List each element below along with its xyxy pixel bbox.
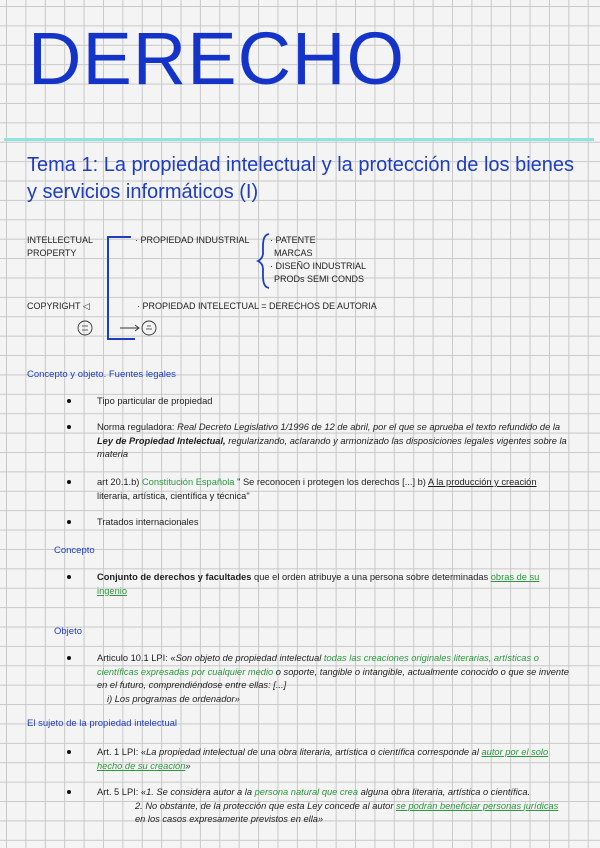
item-norma-reguladora: Norma reguladora: Real Decreto Legislativo 1/1996 de 12 de abril, por el que se aprueba el texto refundido de la Ley de Propiedad Intelectual, regularizando, aclarando y armonizado las disposiciones legales vigentes sobre la materia xyxy=(97,422,567,459)
diagram-bracket-top xyxy=(107,236,131,238)
section-concepto-objeto: Concepto y objeto. Fuentes legales xyxy=(27,369,176,380)
diagram-label-property: PROPERTY xyxy=(27,248,77,258)
diagram-bracket-bottom xyxy=(107,338,135,340)
bullet xyxy=(67,520,71,524)
curly-brace-icon xyxy=(257,233,271,289)
copyright-doodle-icon xyxy=(73,318,163,338)
bullet xyxy=(67,425,71,429)
diagram-sub-marcas: MARCAS xyxy=(274,248,313,258)
title-divider xyxy=(4,138,594,141)
bullet xyxy=(67,790,71,794)
diagram-sub-semiconds: PRODs SEMI CONDS xyxy=(274,274,365,284)
bullet xyxy=(67,480,71,484)
item-art-1: Art. 1 LPI: «La propiedad intelectual de una obra literaria, artística o científica corresponde al autor por el solo hecho de su creación» xyxy=(97,747,549,771)
diagram-copyright: COPYRIGHT ◁ xyxy=(27,301,90,311)
item-conjunto-derechos: Conjunto de derechos y facultades que el orden atribuye a una persona sobre determinadas obras de su ingenio xyxy=(97,572,540,596)
bullet xyxy=(67,575,71,579)
diagram-sub-diseno: · DISEÑO INDUSTRIAL xyxy=(270,261,367,271)
bullet xyxy=(67,750,71,754)
item-tratados: Tratados internacionales xyxy=(97,517,199,527)
diagram-sub-patente: · PATENTE xyxy=(270,235,316,245)
item-tipo-propiedad: Tipo particular de propiedad xyxy=(97,396,213,406)
bullet xyxy=(67,656,71,660)
triangle-icon: ◁ xyxy=(82,301,90,311)
page-title: DERECHO xyxy=(28,17,406,100)
diagram-intelectual: · PROPIEDAD INTELECTUAL = DERECHOS DE AUTORIA xyxy=(137,301,377,311)
section-concepto: Concepto xyxy=(54,545,95,556)
diagram-industrial: · PROPIEDAD INDUSTRIAL xyxy=(135,235,250,245)
item-art-5: Art. 5 LPI: «1. Se considera autor a la persona natural que crea alguna obra literaria, artística o científica. 2. No obstante, de la protección que esta Ley concede al autor se podrán beneficiar personas jurídicas en los casos expresamente previstos en ella» xyxy=(97,787,559,824)
item-articulo-10: Articulo 10.1 LPI: «Son objeto de propiedad intelectual todas las creaciones originales literarias, artísticas o científicas expresadas por cualquier medio o soporte, tangible o intangible, actualmente conocido o que se invente en el futuro, comprendiéndose entre ellas: [...] i) Los programas de ordenador» xyxy=(97,653,569,704)
item-constitucion: art 20.1.b) Constitución Española " Se reconocen i protegen los derechos [...] b) A la producción y creación literaria, artística, científica y técnica" xyxy=(97,477,537,501)
diagram-label-intellectual: INTELLECTUAL xyxy=(27,235,94,245)
section-objeto: Objeto xyxy=(54,626,82,637)
section-sujeto: El sujeto de la propiedad intelectual xyxy=(27,718,177,729)
topic-heading: Tema 1: La propiedad intelectual y la protección de los bienes y servicios informáticos (I) xyxy=(27,154,575,203)
bullet xyxy=(67,399,71,403)
